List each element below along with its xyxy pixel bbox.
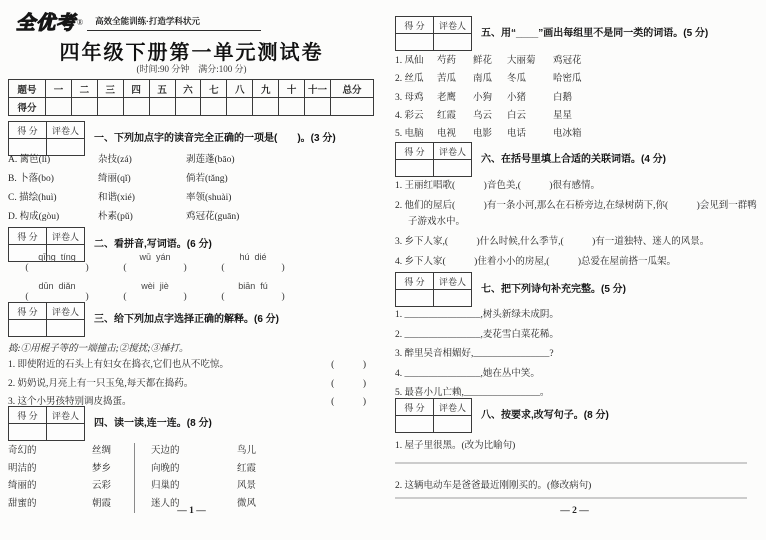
score-table-header-cell: 八	[227, 80, 253, 98]
score-table-header-cell: 九	[253, 80, 279, 98]
option-item: 杂技(zá)	[98, 155, 132, 165]
score-entry-cell	[149, 98, 175, 116]
pinyin-cell	[204, 281, 302, 303]
word-item: 2. 丝瓜	[395, 74, 424, 85]
word-item: 白鹅	[553, 92, 573, 103]
score-box-grader-label: 评卷人	[434, 17, 472, 34]
score-table-header-cell: 七	[201, 80, 227, 98]
poem-item: 2. ________________,麦花雪白菜花稀。	[395, 329, 559, 340]
question-row	[8, 356, 366, 375]
option-row	[8, 151, 239, 170]
word-row	[395, 107, 582, 125]
poem-item: 5. 最喜小儿亡赖,________________。	[395, 388, 550, 398]
section-7-heading: 七、把下列诗句补充完整。(5 分)	[481, 284, 626, 295]
character-definition: 捣:①用棍子等的一端撞击;②搅扰;③捶打。	[8, 344, 189, 354]
score-table-header-cell: 十一	[305, 80, 331, 98]
section-5-header	[395, 16, 708, 51]
word-item: 1. 凤仙	[395, 56, 424, 66]
match-word: 鸟儿	[237, 446, 257, 456]
answer-line	[395, 497, 747, 499]
option-item: 朴素(pǔ)	[98, 212, 133, 222]
fill-item: 1. 王丽红唱歌( )音色美,( )很有感情。	[395, 181, 601, 191]
brand-header	[16, 8, 261, 35]
score-table-header-cell: 总分	[331, 80, 374, 98]
section-8-header	[395, 398, 609, 433]
word-row	[395, 125, 582, 143]
score-entry-cell	[305, 98, 331, 116]
paper-subtitle: (时间:90 分钟 满分:100 分)	[136, 64, 247, 74]
word-row	[395, 52, 582, 70]
score-entry-cell	[227, 98, 253, 116]
word-item: 4. 彩云	[395, 110, 424, 121]
registered-mark-icon: ®	[77, 17, 84, 27]
question-row	[8, 375, 366, 394]
word-item: 电视	[437, 129, 457, 140]
score-box-grader-label: 评卷人	[47, 122, 85, 139]
score-box	[395, 272, 472, 307]
option-row	[8, 208, 239, 227]
section-1-heading: 一、下列加点字的读音完全正确的一项是( )。(3 分)	[94, 133, 336, 144]
brand-tagline: 高效全能训练·打造学科状元	[87, 15, 261, 31]
option-item: B. 卜落(bo)	[8, 174, 54, 184]
match-word: 红霞	[237, 463, 257, 474]
match-word: 绮丽的	[8, 481, 37, 491]
score-table-header-cell: 三	[97, 80, 123, 98]
write-blank: ( )	[123, 263, 187, 273]
logo-text: 全优考	[16, 13, 77, 34]
write-blank: ( )	[123, 292, 187, 302]
score-table-header-cell: 六	[175, 80, 201, 98]
answer-blank: ( )	[331, 397, 366, 407]
score-box-score-label: 得 分	[9, 228, 47, 245]
score-box-entry-cell	[47, 320, 85, 337]
poem-item: 4. ________________,她在丛中笑。	[395, 368, 540, 379]
match-column-adjectives-2	[151, 443, 237, 513]
score-box-score-label: 得 分	[9, 303, 47, 320]
section-7-header	[395, 272, 626, 307]
write-blank: ( )	[221, 263, 285, 273]
score-box	[8, 406, 85, 441]
match-word: 梦乡	[92, 463, 112, 474]
score-box	[8, 302, 85, 337]
option-row	[8, 189, 239, 208]
score-table-header-cell: 十	[279, 80, 305, 98]
option-item: 鸡冠花(guān)	[186, 212, 240, 222]
score-box-entry-cell	[434, 290, 472, 307]
match-word: 风景	[237, 481, 257, 491]
paper-title: 四年级下册第一单元测试卷	[59, 42, 324, 64]
word-item: 南瓜	[473, 74, 493, 85]
match-word: 归巢的	[151, 481, 180, 491]
section-6-heading: 六、在括号里填上合适的关联词语。(4 分)	[481, 154, 666, 165]
write-blank: ( )	[221, 292, 285, 302]
pinyin-word: wèi jiè	[141, 281, 169, 291]
question-text: 2. 奶奶说,月亮上有一只玉兔,每天都在捣药。	[8, 378, 194, 389]
score-entry-cell	[175, 98, 201, 116]
score-box	[395, 142, 472, 177]
write-blank: ( )	[25, 292, 89, 302]
score-box-entry-cell	[47, 424, 85, 441]
score-box-score-label: 得 分	[396, 399, 434, 416]
match-word: 迷人的	[151, 498, 180, 509]
match-word: 微风	[237, 498, 257, 509]
score-table-header-cell: 一	[46, 80, 72, 98]
score-table-header-cell: 四	[123, 80, 149, 98]
score-entry-cell	[253, 98, 279, 116]
word-item: 3. 母鸡	[395, 92, 424, 103]
brand-logo	[16, 8, 83, 35]
word-item: 小猪	[507, 92, 527, 103]
match-word: 天边的	[151, 446, 180, 456]
score-table-score-row	[9, 98, 374, 116]
score-entry-cell	[279, 98, 305, 116]
section-4-header	[8, 406, 212, 441]
match-column-nouns-2	[237, 443, 256, 513]
section-3-heading: 三、给下列加点字选择正确的解释。(6 分)	[94, 314, 279, 325]
question-text: 1. 即使附近的石头上有妇女在捣衣,它们也从不吃惊。	[8, 360, 229, 370]
matching-exercise	[8, 443, 256, 513]
answer-line	[395, 462, 747, 464]
word-item: 大丽菊	[507, 56, 536, 66]
poem-item: 1. ________________,树头新绿未成阴。	[395, 310, 559, 320]
word-item: 乌云	[473, 110, 493, 121]
word-classification-exercise	[395, 52, 582, 143]
word-item: 电话	[507, 129, 527, 140]
match-word: 奇幻的	[8, 446, 37, 456]
option-item: D. 构成(gòu)	[8, 212, 60, 222]
score-entry-cell	[123, 98, 149, 116]
match-group-2	[134, 443, 256, 513]
match-word: 丝绸	[92, 446, 112, 456]
section-5-heading: 五、用“____”画出每组里不是同一类的词语。(5 分)	[481, 28, 709, 39]
match-word: 甜蜜的	[8, 498, 37, 509]
rewrite-item: 2. 这辆电动车是爸爸最近刚刚买的。(修改病句)	[395, 481, 592, 491]
match-word: 明洁的	[8, 463, 37, 474]
word-item: 冬瓜	[507, 74, 527, 85]
option-item: 倘若(tǎng)	[186, 174, 228, 184]
section-8-heading: 八、按要求,改写句子。(8 分)	[481, 410, 609, 421]
word-item: 鸡冠花	[553, 56, 582, 66]
score-box-entry-cell	[434, 160, 472, 177]
score-box-entry-cell	[434, 416, 472, 433]
score-table-header-cell: 五	[149, 80, 175, 98]
word-item: 电影	[473, 129, 493, 140]
pinyin-cell	[204, 252, 302, 274]
word-item: 5. 电脑	[395, 129, 424, 140]
option-item: C. 描绘(huì)	[8, 193, 57, 203]
pinyin-cell	[106, 252, 204, 274]
pinyin-word: dūn diǎn	[38, 281, 76, 291]
word-item: 苦瓜	[437, 74, 457, 85]
score-table-header-cell: 二	[71, 80, 97, 98]
word-item: 星星	[553, 110, 573, 121]
pinyin-word: qīng tíng	[38, 252, 76, 262]
pinyin-cell	[8, 281, 106, 303]
page-1-number: — 1 —	[177, 506, 206, 516]
rewrite-item: 1. 屋子里很黑。(改为比喻句)	[395, 441, 516, 451]
score-entry-cell	[71, 98, 97, 116]
option-item: 剥莲蓬(bāo)	[186, 155, 235, 165]
word-item: 哈密瓜	[553, 74, 582, 85]
score-box-grader-label: 评卷人	[434, 273, 472, 290]
pinyin-word: biān fú	[238, 281, 268, 291]
match-word: 云彩	[92, 481, 112, 491]
pinyin-row	[8, 281, 302, 303]
option-item: 率领(shuài)	[186, 193, 232, 203]
poem-item: 3. 醉里吴音相媚好,________________?	[395, 349, 554, 359]
section-2-heading: 二、看拼音,写词语。(6 分)	[94, 239, 212, 250]
question-text: 3. 这个小男孩特别调皮捣蛋。	[8, 397, 132, 407]
score-box-entry-cell	[9, 424, 47, 441]
score-table-header-row	[9, 80, 374, 98]
pinyin-cell	[106, 281, 204, 303]
score-box-score-label: 得 分	[396, 143, 434, 160]
pinyin-word: hú dié	[239, 252, 267, 262]
page-2	[383, 0, 766, 540]
section-1-options	[8, 151, 239, 227]
section-3-questions	[8, 356, 366, 412]
score-box	[395, 16, 472, 51]
option-item: 绮丽(qǐ)	[98, 174, 131, 184]
score-box-score-label: 得 分	[396, 17, 434, 34]
answer-blank: ( )	[331, 360, 366, 370]
word-item: 白云	[507, 110, 527, 121]
word-row	[395, 70, 582, 88]
word-item: 红霞	[437, 110, 457, 121]
score-box-score-label: 得 分	[9, 407, 47, 424]
fill-item: 3. 乡下人家,( )什么时候,什么季节,( )有一道独特、迷人的风景。	[395, 237, 710, 247]
score-entry-cell	[331, 98, 374, 116]
score-entry-cell	[46, 98, 72, 116]
section-6-header	[395, 142, 666, 177]
option-row	[8, 170, 239, 189]
pinyin-row	[8, 252, 302, 274]
match-column-nouns-1	[92, 443, 134, 513]
score-box-grader-label: 评卷人	[434, 143, 472, 160]
match-word: 向晚的	[151, 463, 180, 474]
match-column-adjectives-1	[8, 443, 92, 513]
option-item: 和谐(xié)	[98, 193, 135, 203]
score-entry-cell	[97, 98, 123, 116]
word-row	[395, 89, 582, 107]
pinyin-word: wū yán	[139, 252, 171, 262]
score-table-header-cell: 题号	[9, 80, 46, 98]
word-item: 小狗	[473, 92, 493, 103]
answer-blank: ( )	[331, 378, 366, 389]
section-4-heading: 四、读一读,连一连。(8 分)	[94, 418, 212, 429]
score-box	[395, 398, 472, 433]
score-box-entry-cell	[396, 34, 434, 51]
write-blank: ( )	[25, 263, 89, 273]
conjunction-fill-exercise	[395, 178, 760, 274]
score-box-grader-label: 评卷人	[47, 303, 85, 320]
score-entry-cell	[201, 98, 227, 116]
poem-completion-exercise	[395, 306, 559, 404]
section-3-header	[8, 302, 279, 337]
score-box-entry-cell	[396, 160, 434, 177]
score-box-entry-cell	[9, 320, 47, 337]
fill-item: 4. 乡下人家( )住着小小的房屋,( )总爱在屋前搭一瓜架。	[395, 257, 677, 267]
option-item: A. 篱笆(lí)	[8, 155, 51, 165]
score-box-entry-cell	[434, 34, 472, 51]
score-box-entry-cell	[396, 290, 434, 307]
score-row-label: 得分	[9, 98, 46, 116]
match-word: 朝霞	[92, 498, 112, 509]
score-box-score-label: 得 分	[396, 273, 434, 290]
score-box-entry-cell	[396, 416, 434, 433]
word-item: 电冰箱	[553, 129, 582, 140]
score-box-grader-label: 评卷人	[47, 228, 85, 245]
pinyin-cell	[8, 252, 106, 274]
score-box-score-label: 得 分	[9, 122, 47, 139]
score-box-grader-label: 评卷人	[47, 407, 85, 424]
word-item: 鲜花	[473, 56, 493, 66]
word-item: 老鹰	[437, 92, 457, 103]
score-box-grader-label: 评卷人	[434, 399, 472, 416]
fill-item: 2. 他们的屋后( )有一条小河,那么在石桥旁边,在绿树荫下,你( )会见到一群鸭子游戏水中。	[395, 201, 757, 227]
score-summary-table	[8, 79, 374, 116]
page-2-number: — 2 —	[560, 506, 589, 516]
word-item: 芍药	[437, 56, 457, 66]
